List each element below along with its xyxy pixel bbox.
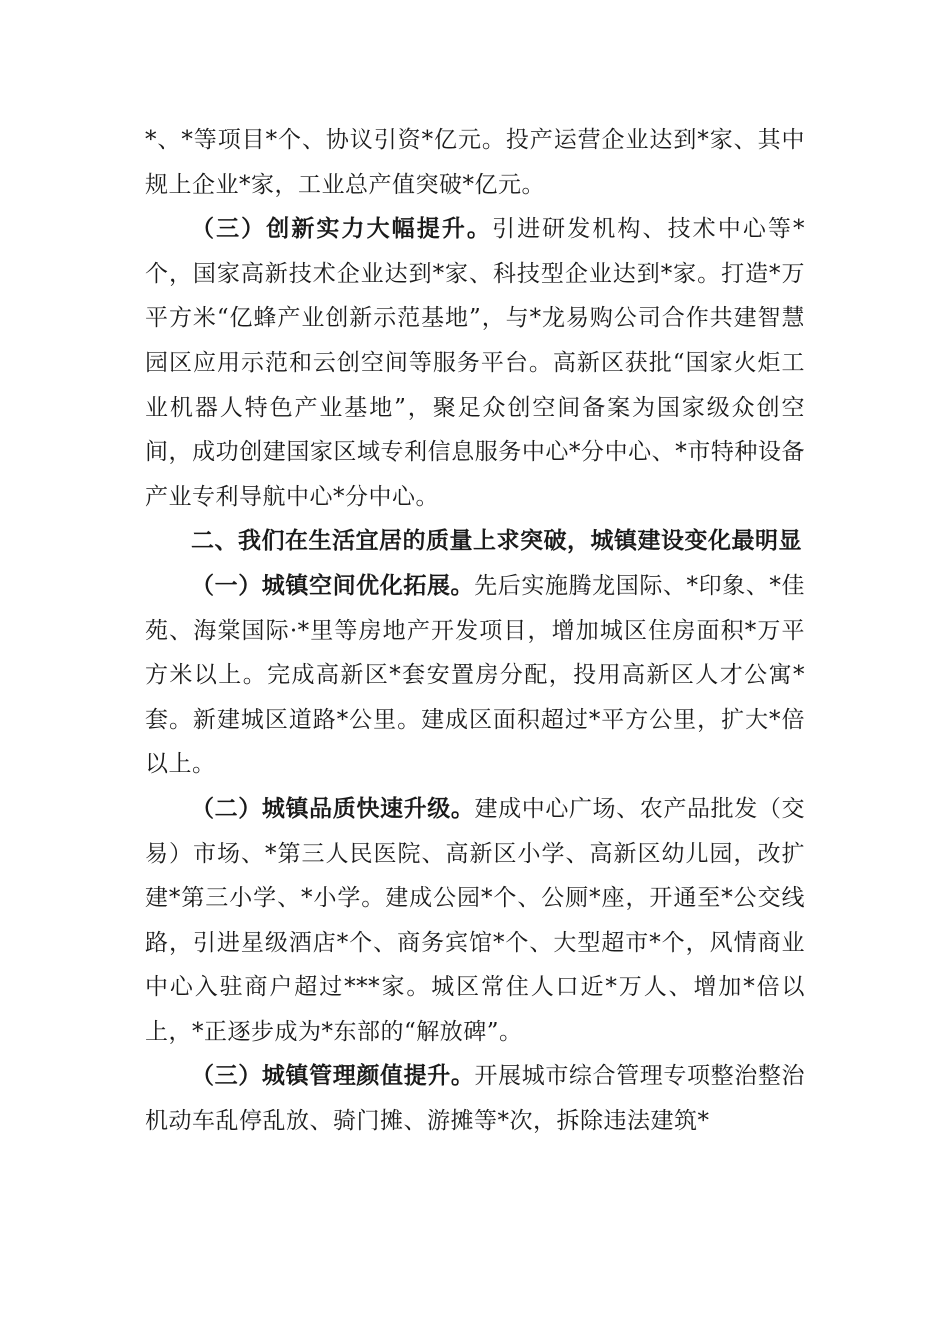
subsection-title: （二）城镇品质快速升级。 — [191, 794, 475, 822]
paragraph-innovation — [145, 207, 805, 519]
paragraph-body: 开展城市综合管理专项整治整治机动车乱停乱放、骑门摊、游摊等*次，拆除违法建筑* — [145, 1063, 806, 1135]
subsection-title: （三）城镇管理颜值提升。 — [191, 1062, 475, 1090]
paragraph-body: 建成中心广场、农产品批发（交易）市场、*第三人民医院、高新区小学、高新区幼儿园，改扩建*第三小学、*小学。建成公园*个、公厕*座，开通至*公交线路，引进星级酒店*个、商务宾馆*个、大型超市*个，风情商业中心入驻商户超过***家。城区常住人口近*万人、增加*倍以上，*正逐步成为*东部的“解放碑”。 — [145, 795, 806, 1045]
paragraph-body: 先后实施腾龙国际、*印象、*佳苑、海棠国际·*里等房地产开发项目，增加城区住房面积*万平方米以上。完成高新区*套安置房分配，投用高新区人才公寓*套。新建城区道路*公里。建成区面积超过*平方公里，扩大*倍以上。 — [145, 572, 806, 778]
paragraph-continued: *、*等项目*个、协议引资*亿元。投产运营企业达到*家、其中规上企业*家，工业总产值突破*亿元。 — [145, 127, 805, 198]
paragraph-urban-management — [145, 1054, 805, 1143]
document-page — [145, 118, 805, 1144]
paragraph-urban-space — [145, 564, 805, 787]
paragraph-urban-quality — [145, 787, 805, 1055]
subsection-title: （三）创新实力大幅提升。 — [191, 215, 492, 243]
subsection-title: （一）城镇空间优化拓展。 — [191, 571, 475, 599]
section-heading: 二、我们在生活宜居的质量上求突破，城镇建设变化最明显 — [191, 528, 802, 555]
paragraph-body: 引进研发机构、技术中心等*个，国家高新技术企业达到*家、科技型企业达到*家。打造*万平方米“亿蜂产业创新示范基地”，与*龙易购公司合作共建智慧园区应用示范和云创空间等服务平台。高新区获批“国家火炬工业机器人特色产业基地”，聚足众创空间备案为国家级众创空间，成功创建国家区域专利信息服务中心*分中心、*市特种设备产业专利导航中心*分中心。 — [145, 216, 806, 510]
